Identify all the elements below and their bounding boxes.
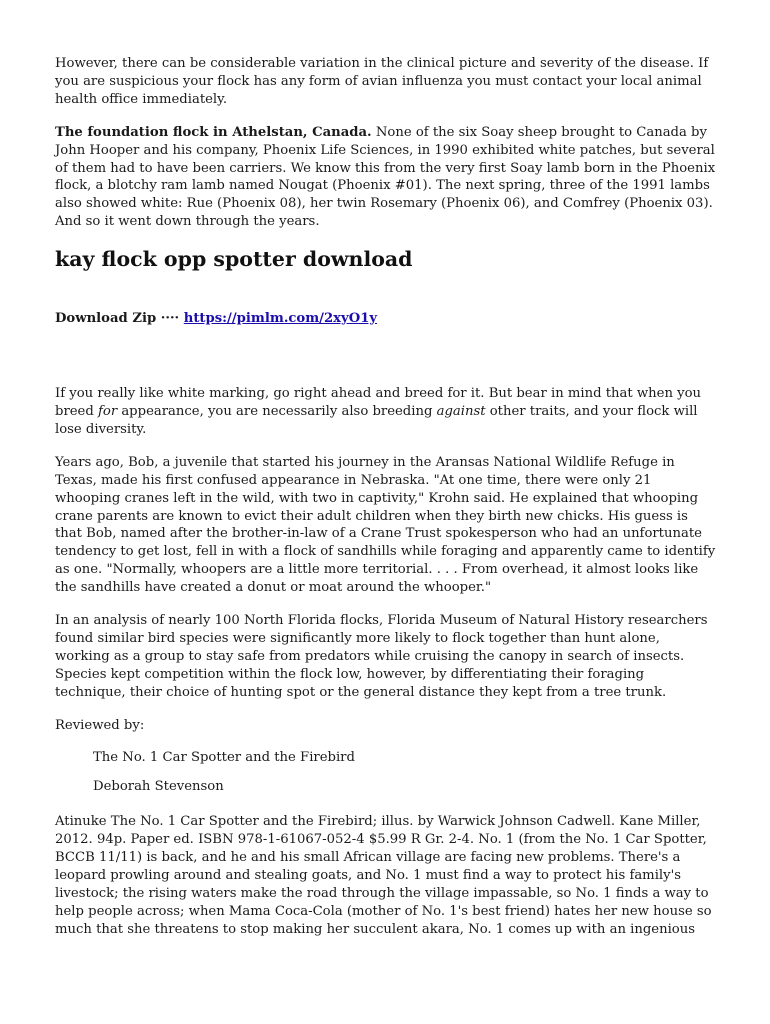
review-book-title: The No. 1 Car Spotter and the Firebird (93, 750, 355, 766)
foundation-flock-heading: The foundation flock in Athelstan, Canada. (55, 124, 372, 140)
paragraph-white-marking (55, 385, 717, 439)
white-marking-text-2: appearance, you are necessarily also breeding (117, 403, 437, 419)
reviewed-by-label: Reviewed by: (55, 717, 145, 733)
paragraph-whooping-crane: Years ago, Bob, a juvenile that started his journey in the Aransas National Wildlife Refuge in Texas, made his first confused appearance in Nebraska. "At one time, there were only 21 whooping cranes left in the wild, with two in captivity," Krohn said. He explained that whooping crane parents are known to evict their adult children when they birth new chicks. His guess is that Bob, named after the brother-in-law of a Crane Trust spokesperson who had an unfortunate tendency to get lost, fell in with a flock of sandhills while foraging and apparently came to identify as one. "Normally, whoopers are a little more territorial. . . . From overhead, it almost looks like the sandhills have created a donut or moat around the whooper." (55, 454, 716, 596)
white-marking-em-for: for (98, 403, 118, 419)
document-page (55, 55, 717, 939)
white-marking-text-3: other traits, and your flock will lose diversity. (55, 403, 698, 437)
download-line (55, 310, 717, 328)
review-author: Deborah Stevenson (93, 779, 224, 795)
page-title: kay flock opp spotter download (55, 247, 413, 272)
download-link[interactable]: https://pimlm.com/2xyO1y (183, 311, 378, 327)
paragraph-review-body: Atinuke The No. 1 Car Spotter and the Firebird; illus. by Warwick Johnson Cadwell. Kane Miller, 2012. 94p. Paper ed. ISBN 978-1-61067-052-4 $5.99 R Gr. 2-4. No. 1 (from the No. 1 Car Spotter, BCCB 11/11) is back, and he and his small African village are facing new problems. There's a leopard prowling around and stealing goats, and No. 1 must find a way to protect his family's livestock; the rising waters make the road through the village impassable, so No. 1 finds a way to help people across; when Mama Coca-Cola (mother of No. 1's best friend) hates her new house so much that she threatens to stop making her succulent akara, No. 1 comes up with an ingenious (55, 814, 712, 937)
download-label: Download Zip ···· (55, 311, 184, 327)
intro-paragraph-avian-influenza: However, there can be considerable variation in the clinical picture and severity of the disease. If you are suspicious your flock has any form of avian influenza you must contact your local animal health office immediately. (55, 56, 709, 107)
intro-paragraph-foundation-flock (55, 124, 717, 231)
paragraph-florida-flocks: In an analysis of nearly 100 North Florida flocks, Florida Museum of Natural History researchers found similar bird species were significantly more likely to flock together than hunt alone, working as a group to stay safe from predators while cruising the canopy in search of insects. Species kept competition within the flock low, however, by differentiating their foraging technique, their choice of hunting spot or the general distance they kept from a tree trunk. (55, 613, 708, 700)
white-marking-em-against: against (436, 403, 486, 419)
foundation-flock-text: None of the six Soay sheep brought to Canada by John Hooper and his company, Phoenix Life Sciences, in 1990 exhibited white patches, but several of them had to have been carriers. We know this from the very first Soay lamb born in the Phoenix flock, a blotchy ram lamb named Nougat (Phoenix #01). The next spring, three of the 1991 lambs also showed white: Rue (Phoenix 08), her twin Rosemary (Phoenix 06), and Comfrey (Phoenix 03). And so it went down through the years. (55, 124, 716, 230)
white-marking-text-1: If you really like white marking, go right ahead and breed for it. But bear in mind that when you breed (55, 386, 702, 419)
